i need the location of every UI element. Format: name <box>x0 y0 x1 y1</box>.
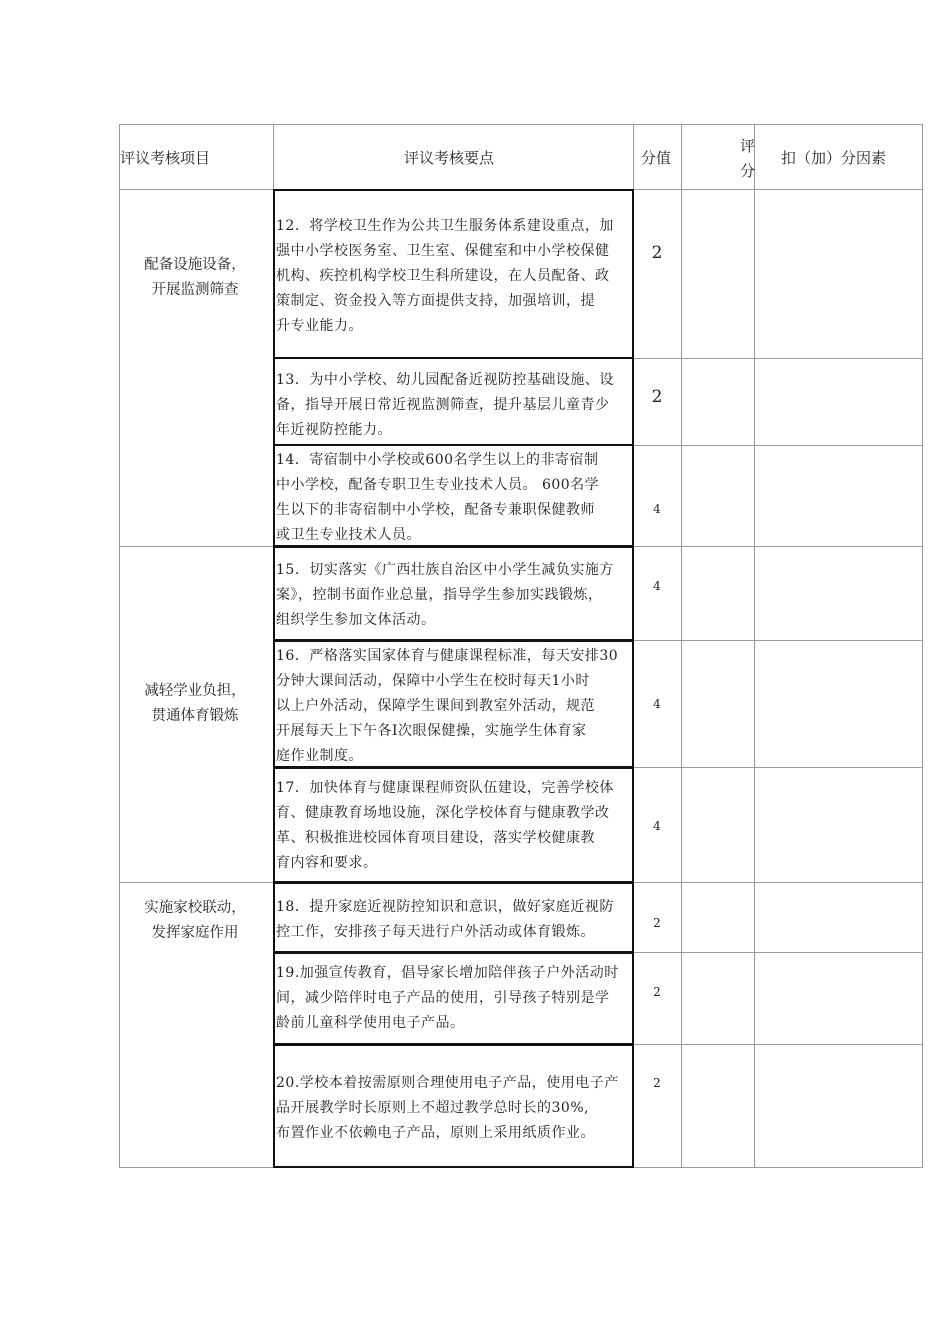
item-value-18: 2 <box>653 916 661 930</box>
item-text-17 <box>276 776 614 876</box>
item-line: 17．加快体育与健康课程师资队伍建设，完善学校体 <box>276 780 614 796</box>
item-line: 14．寄宿制中小学校或600名学生以上的非寄宿制 <box>276 452 599 468</box>
row-separator <box>633 1044 923 1045</box>
item-line: 12．将学校卫生作为公共卫生服务体系建设重点，加 <box>276 218 614 234</box>
item-text-12 <box>276 214 614 339</box>
item-text-15 <box>276 558 614 633</box>
item-text-19 <box>276 961 619 1036</box>
item-text-18 <box>276 895 614 945</box>
item-value-12: 2 <box>651 243 663 263</box>
item-text-16 <box>276 644 618 769</box>
item-line: 或卫生专业技术人员。 <box>276 527 421 543</box>
col-divider-points <box>633 124 634 190</box>
item-line: 18．提升家庭近视防控知识和意识，做好家庭近视防 <box>276 899 614 915</box>
item-text-13 <box>276 368 614 443</box>
category-line: 发挥家庭作用 <box>151 925 239 941</box>
row-separator <box>633 952 923 953</box>
col-divider-score <box>754 124 755 1168</box>
category-line: 实施家校联动， <box>144 900 246 916</box>
category-line: 贯通体育锻炼 <box>151 708 239 724</box>
item-line: 案》，控制书面作业总量，指导学生参加实践锻炼， <box>276 587 603 603</box>
item-value-16: 4 <box>653 697 661 711</box>
header-factors: 扣（加）分因素 <box>781 149 887 167</box>
item-line: 升专业能力。 <box>276 318 363 334</box>
header-score-char-1: 评 <box>740 137 756 155</box>
col-divider-value <box>681 124 682 1168</box>
category-separator <box>119 882 274 883</box>
row-separator <box>633 640 923 641</box>
item-line: 15．切实落实《广西壮族自治区中小学生减负实施方 <box>276 562 614 578</box>
item-line: 布置作业不依赖电子产品，原则上采用纸质作业。 <box>276 1125 595 1141</box>
header-points: 评议考核要点 <box>404 149 495 167</box>
item-line: 强中小学校医务室、卫生室、保健室和中小学校保健 <box>276 243 610 259</box>
header-item: 评议考核项目 <box>120 149 211 167</box>
item-line: 育内容和要求。 <box>276 855 378 871</box>
item-line: 革、积极推进校园体育项目建设，落实学校健康教 <box>276 830 595 846</box>
col-divider-item <box>273 124 274 190</box>
item-value-19: 2 <box>653 985 661 999</box>
item-line: 庭作业制度。 <box>276 748 363 764</box>
row-separator <box>633 358 923 359</box>
item-line: 龄前儿童科学使用电子产品。 <box>276 1015 465 1031</box>
category-separator <box>119 546 274 547</box>
item-line: 以上户外活动，保障学生课间到教室外活动，规范 <box>276 698 595 714</box>
item-line: 策制定、资金投入等方面提供支持，加强培训，提 <box>276 293 595 309</box>
row-separator <box>633 546 923 547</box>
item-value-17: 4 <box>653 819 661 833</box>
item-line: 间，减少陪伴时电子产品的使用，引导孩子特别是学 <box>276 990 610 1006</box>
item-line: 20.学校本着按需原则合理使用电子产品，使用电子产 <box>276 1075 619 1091</box>
category-line: 配备设施设备， <box>144 257 246 273</box>
header-value: 分值 <box>641 149 672 167</box>
item-text-14 <box>276 448 599 548</box>
item-line: 年近视防控能力。 <box>276 422 392 438</box>
item-line: 品开展教学时长原则上不超过教学总时长的30%, <box>276 1100 590 1116</box>
item-line: 控工作，安排孩子每天进行户外活动或体育锻炼。 <box>276 924 595 940</box>
row-separator <box>633 882 923 883</box>
item-value-13: 2 <box>651 387 663 407</box>
item-line: 备，指导开展日常近视监测筛查，提升基层儿童青少 <box>276 397 610 413</box>
item-line: 组织学生参加文体活动。 <box>276 612 436 628</box>
item-line: 生以下的非寄宿制中小学校，配备专兼职保健教师 <box>276 502 595 518</box>
category-facilities <box>119 253 271 303</box>
category-family <box>119 896 271 946</box>
item-line: 开展每天上下午各I次眼保健操，实施学生体育家 <box>276 723 587 739</box>
item-line: 19.加强宣传教育，倡导家长增加陪伴孩子户外活动时 <box>276 965 619 981</box>
item-text-20 <box>276 1071 619 1146</box>
table-right-border <box>922 124 923 1168</box>
item-value-20: 2 <box>653 1076 661 1090</box>
item-value-15: 4 <box>653 579 661 593</box>
table-top-border <box>119 124 923 125</box>
category-line: 减轻学业负担， <box>144 683 246 699</box>
row-separator <box>633 767 923 768</box>
row-separator <box>633 445 923 446</box>
category-line: 开展监测筛查 <box>151 282 239 298</box>
header-score-char-2: 分 <box>740 162 756 180</box>
item-line: 机构、疾控机构学校卫生科所建设，在人员配备、政 <box>276 268 610 284</box>
item-value-14: 4 <box>653 502 661 516</box>
item-line: 分钟大课间活动，保障中小学生在校时每天1小时 <box>276 673 590 689</box>
item-line: 育、健康教育场地设施，深化学校体育与健康教学改 <box>276 805 610 821</box>
item-line: 13．为中小学校、幼儿园配备近视防控基础设施、设 <box>276 372 614 388</box>
item-line: 中小学校，配备专职卫生专业技术人员。 600名学 <box>276 477 600 493</box>
category-burden <box>119 679 271 729</box>
item-line: 16．严格落实国家体育与健康课程标准，每天安排30 <box>276 648 619 664</box>
